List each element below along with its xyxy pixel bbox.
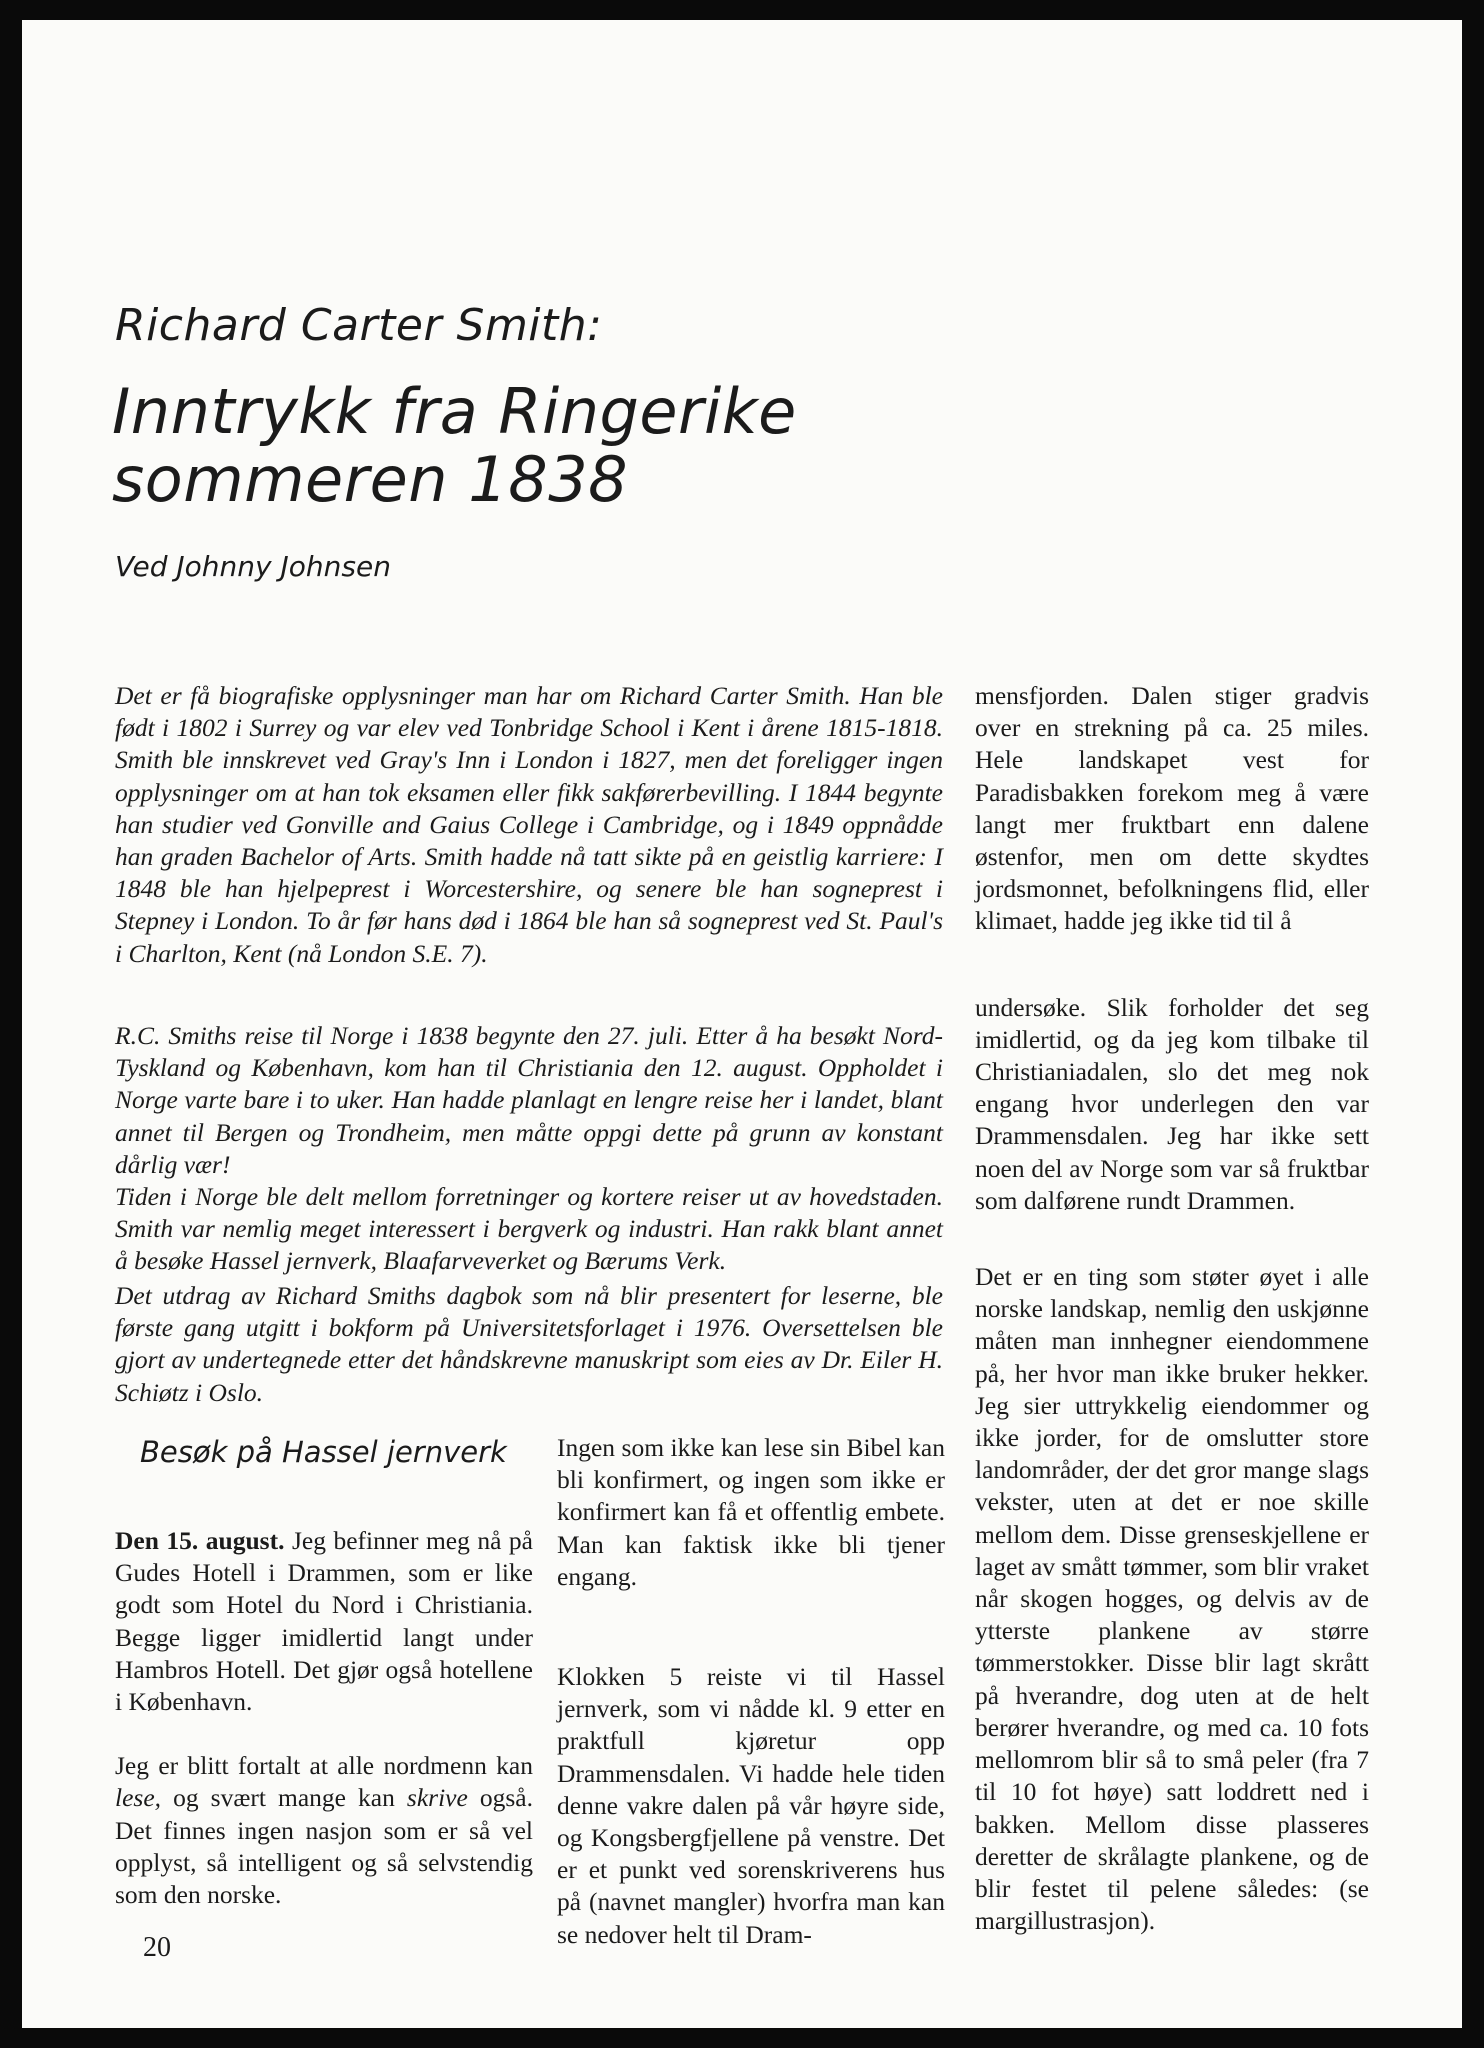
column-2 bbox=[557, 1432, 945, 1951]
column-1 bbox=[115, 1525, 533, 1911]
byline: Ved Johnny Johnsen bbox=[115, 550, 391, 583]
col1-text-2c: også. Det finnes ingen nasjon som er så vel opplyst, så intelligent og så selvstendig som den norske. bbox=[115, 1783, 533, 1910]
col1-text-1: Jeg befinner meg nå på Gudes Hotell i Drammen, som er like godt som Hotel du Nord i Christiania. Begge ligger imidlertid langt under Hambros Hotell. Det gjør også hotellene i København. bbox=[115, 1526, 533, 1717]
col3-paragraph-2: undersøke. Slik forholder det seg imidlertid, og da jeg kom tilbake til Christianiadalen, slo det meg nok engang hvor underlegen den var Drammensdalen. Jeg har ikke sett noen del av Norge som var så fruktbar som dalførene rundt Drammen. bbox=[975, 992, 1369, 1215]
col2-paragraph-1: Ingen som ikke kan lese sin Bibel kan bli konfirmert, og ingen som ikke er konfirmert kan få et offentlig embete. Man kan faktisk ikke bli tjener engang. bbox=[557, 1433, 945, 1591]
author-kicker: Richard Carter Smith: bbox=[115, 300, 603, 351]
col1-paragraph-2 bbox=[115, 1750, 533, 1911]
title-line-2: sommeren 1838 bbox=[112, 443, 629, 516]
col1-text-2b: og svært mange kan bbox=[161, 1783, 407, 1813]
col1-text-2a: Jeg er blitt fortalt at alle nordmenn kan bbox=[115, 1751, 533, 1781]
intro-paragraph-3 bbox=[115, 1280, 943, 1409]
article-title bbox=[112, 375, 797, 516]
emphasis-skrive: skrive bbox=[406, 1783, 468, 1813]
section-heading: Besøk på Hassel jernverk bbox=[140, 1435, 507, 1469]
page-number: 20 bbox=[143, 1932, 171, 1963]
col3-paragraph-3: Det er en ting som støter øyet i alle norske landskap, nemlig den uskjønne måten man innhegner eiendommene på, her hvor man ikke bruker hekker. Jeg sier uttrykkelig eiendommer og ikke jorder, for de omslutter store landområder, der det gror mange slags vekster, uten at det er noe skille mellom dem. Disse grenseskjellene er laget av smått tømmer, som blir vraket når skogen hogges, og delvis av de ytterste plankene av større tømmerstokker. Disse blir lagt skrått på hverandre, dog uten at de helt berører hverandre, og med ca. 10 fots mellomrom blir så to små peler (fra 7 til 10 fot høye) satt loddrett ned i bakken. Mellom disse plasseres deretter de skrålagte plankene, og de blir festet til pelene således: (se margillustrasjon). bbox=[975, 1262, 1369, 1936]
intro-paragraph-1 bbox=[115, 680, 943, 970]
diary-date: Den 15. august. bbox=[115, 1526, 285, 1555]
intro-text-2a: R.C. Smiths reise til Norge i 1838 begynte den 27. juli. Etter å ha besøkt Nord-Tyskland og København, kom han til Christiania den 12. august. Oppholdet i Norge varte bare i to uker. Han hadde planlagt en lengre reise her i landet, blant annet til Bergen og Trondheim, men måtte oppgi dette på grunn av konstant dårlig vær! bbox=[115, 1021, 943, 1179]
col2-paragraph-2: Klokken 5 reiste vi til Hassel jernverk, som vi nådde kl. 9 etter en praktfull kjøretur opp Drammensdalen. Vi hadde hele tiden denne vakre dalen på vår høyre side, og Kongsbergfjellene på venstre. Det er et punkt ved sorenskriverens hus på (navnet mangler) hvorfra man kan se nedover helt til Dram- bbox=[557, 1662, 945, 1949]
title-line-1: Inntrykk fra Ringerike bbox=[112, 375, 797, 448]
intro-paragraph-2 bbox=[115, 1020, 943, 1278]
intro-text-1: Det er få biografiske opplysninger man har om Richard Carter Smith. Han ble født i 1802 i Surrey og var elev ved Tonbridge School i Kent i årene 1815-1818. Smith ble innskrevet ved Gray's Inn i London i 1827, men det foreligger ingen opplysninger om at han tok eksamen eller fikk sakførerbevilling. I 1844 begynte han studier ved Gonville and Gaius College i Cambridge, og i 1849 oppnådde han graden Bachelor of Arts. Smith hadde nå tatt sikte på en geistlig karriere: I 1848 ble han hjelpeprest i Worcestershire, og senere ble han sogneprest i Stepney i London. To år før hans død i 1864 ble han så sogneprest ved St. Paul's i Charlton, Kent (nå London S.E. 7). bbox=[115, 681, 943, 968]
intro-text-2b: Tiden i Norge ble delt mellom forretninger og kortere reiser ut av hovedstaden. Smith var nemlig meget interessert i bergverk og industri. Han rakk blant annet å besøke Hassel jernverk, Blaafarveverket og Bærums Verk. bbox=[115, 1182, 943, 1276]
intro-text-3: Det utdrag av Richard Smiths dagbok som nå blir presentert for leserne, ble første gang utgitt i bokform på Universitetsforlaget i 1976. Oversettelsen ble gjort av undertegnede etter det håndskrevne manuskript som eies av Dr. Eiler H. Schiøtz i Oslo. bbox=[115, 1281, 943, 1407]
column-3 bbox=[975, 680, 1369, 1937]
col1-paragraph-1 bbox=[115, 1525, 533, 1718]
emphasis-lese: lese, bbox=[115, 1783, 162, 1813]
col3-paragraph-1: mensfjorden. Dalen stiger gradvis over en strekning på ca. 25 miles. Hele landskapet vest for Paradisbakken forekom meg å være langt mer fruktbart enn dalene østenfor, men om dette skydtes jordsmonnet, befolkningens flid, eller klimaet, hadde jeg ikke tid til å bbox=[975, 681, 1369, 936]
